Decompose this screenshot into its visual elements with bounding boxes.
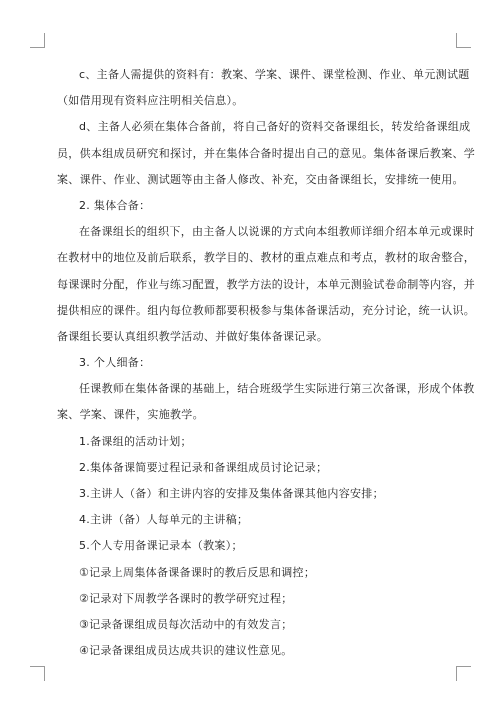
paragraph-line: 任课教师在集体备课的基础上，结合班级学生实际进行第三次备课，形成个体教 — [79, 382, 475, 396]
section-heading: 2. 集体合备： — [79, 198, 151, 212]
paragraph-line: c、主备人需提供的资料有：教案、学案、课件、课堂检测、作业、单元测试题 — [79, 68, 470, 81]
paragraph-line: 备课组长要认真组织教学活动、并做好集体备课记录。 — [57, 329, 329, 343]
section-heading: 3. 个人细备： — [79, 356, 151, 370]
crop-mark-bottom-right — [456, 666, 471, 681]
document-body — [57, 68, 476, 670]
paragraph-line: 每课课时分配，作业与练习配置，教学方法的设计，本单元测验试卷命制等内容，并 — [57, 277, 476, 291]
list-item: ②记录对下周教学各课时的教学研究过程； — [79, 591, 293, 605]
paragraph-line: d、主备人必须在集体合备前，将自己备好的资料交备课组长，转发给备课组成 — [79, 120, 471, 134]
crop-mark-top-right — [456, 33, 471, 48]
list-item: 3.主讲人（备）和主讲内容的安排及集体备课其他内容安排； — [79, 487, 384, 500]
list-item: 4.主讲（备）人每单元的主讲稿； — [79, 513, 249, 527]
paragraph-line: 案、学案、课件，实施教学。 — [57, 408, 204, 422]
list-item: 1.备课组的活动计划； — [79, 434, 192, 448]
list-item: 5.个人专用备课记录本（教案）； — [79, 539, 243, 553]
crop-mark-top-left — [30, 33, 45, 48]
crop-mark-bottom-left — [30, 666, 45, 681]
paragraph-line: 提供相应的课件。组内每位教师都要积极参与集体备课活动，充分讨论，统一认识。 — [57, 303, 476, 317]
list-item: 2.集体备课简要过程记录和备课组成员讨论记录； — [79, 460, 328, 474]
paragraph-line: 员，供本组成员研究和探讨，并在集体合备时提出自己的意见。集体备课后教案、学 — [57, 146, 476, 160]
list-item: ③记录备课组成员每次活动中的有效发言； — [79, 617, 293, 631]
list-item: ④记录备课组成员达成共识的建议性意见。 — [79, 644, 293, 658]
paragraph-line: 案、课件、作业、测试题等由主备人修改、补充，交由备课组长，安排统一使用。 — [57, 172, 464, 186]
paragraph-line: （如借用现有资料应注明相关信息）。 — [57, 94, 244, 108]
list-item: ①记录上周集体备课备课时的教后反思和调控； — [79, 565, 316, 579]
paragraph-line: 在教材中的地位及前后联系，教学目的、教材的重点难点和考点，教材的取舍整合， — [57, 251, 476, 265]
paragraph-line: 在备课组长的组织下，由主备人以说课的方式向本组教师详细介绍本单元或课时 — [79, 225, 475, 239]
